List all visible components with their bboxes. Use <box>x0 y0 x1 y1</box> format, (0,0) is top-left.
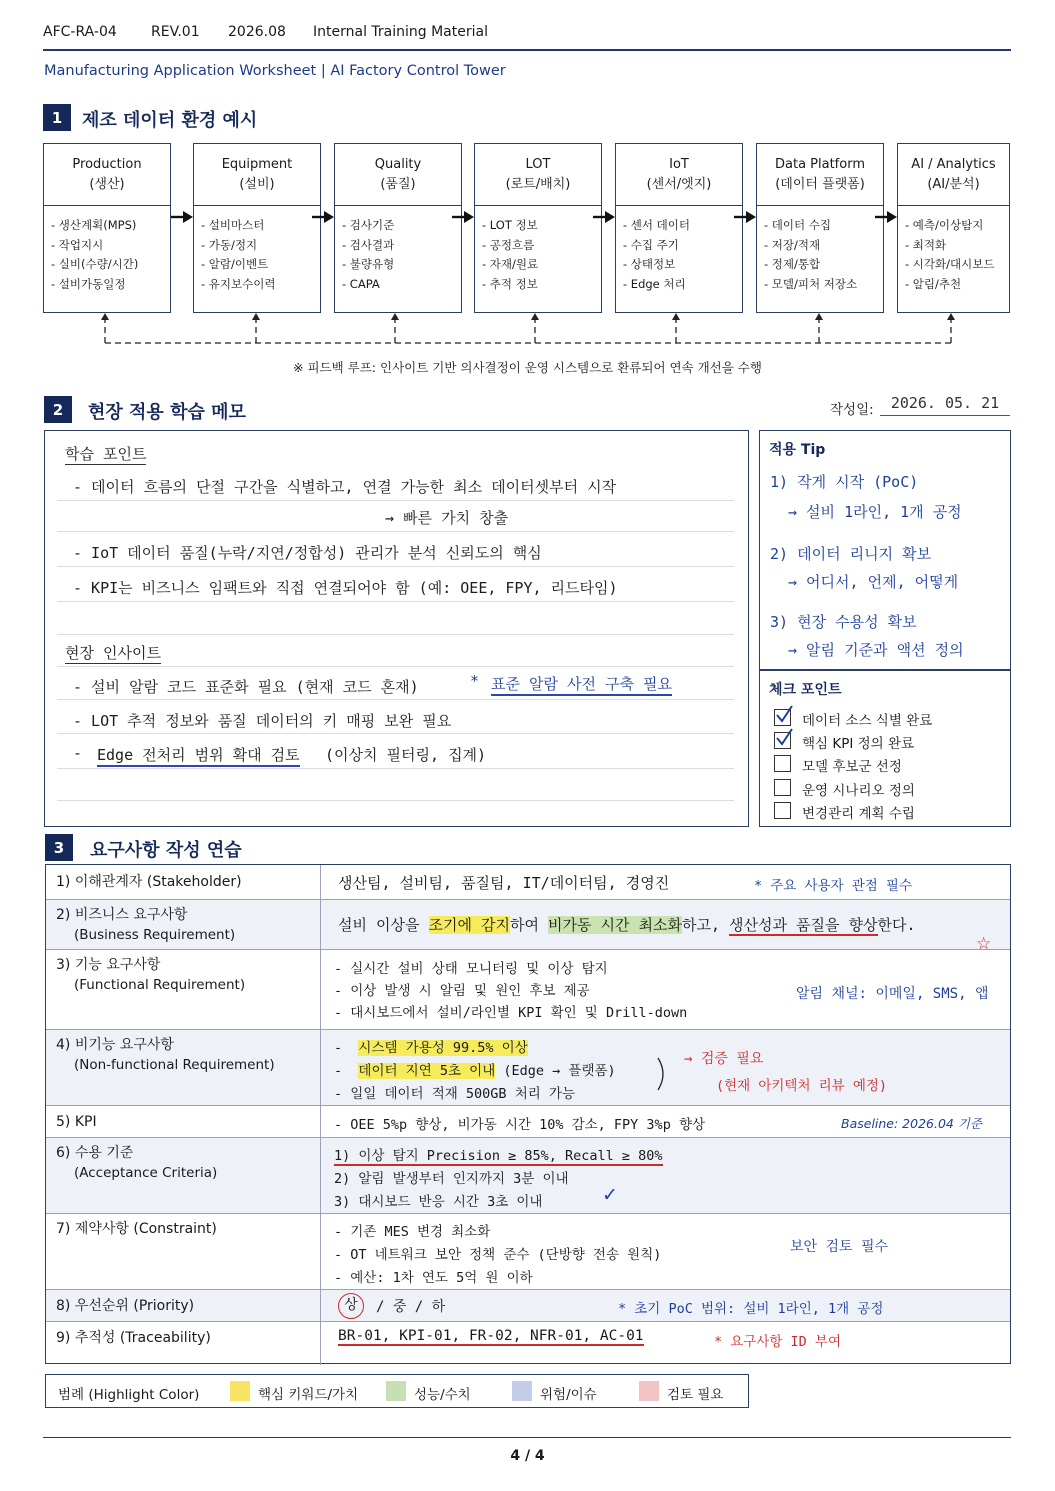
ruled-line <box>57 733 734 734</box>
header-divider <box>43 49 1011 51</box>
tip-line: → 알림 기준과 액션 정의 <box>788 641 964 659</box>
section-title: 제조 데이터 환경 예시 <box>82 110 258 131</box>
star-icon: ☆ <box>976 934 992 954</box>
table-row <box>46 1029 1010 1105</box>
tip-line: 2) 데이터 리니지 확보 <box>770 545 932 563</box>
insight-heading: 현장 인사이트 <box>65 644 161 662</box>
acceptance-line: 3) 대시보드 반응 시간 3초 이내 <box>334 1194 543 1210</box>
row-line: - 실시간 설비 상태 모니터링 및 이상 탐지 <box>334 961 608 977</box>
table-row <box>46 1321 1010 1365</box>
flow-box-title: IoT <box>669 156 689 172</box>
doc-id: AFC-RA-04 <box>43 24 117 40</box>
checkbox-label: 변경관리 계획 수립 <box>802 806 915 822</box>
row-label: 8) 우선순위 (Priority) <box>46 1290 321 1321</box>
date-label: 작성일: <box>830 402 874 418</box>
learning-heading: 학습 포인트 <box>65 445 147 463</box>
text-run: (Edge → 플랫폼) <box>495 1063 616 1079</box>
legend-label: 핵심 키워드/가치 <box>258 1387 359 1403</box>
tip-line: 3) 현장 수용성 확보 <box>770 613 917 631</box>
legend-swatch <box>230 1381 250 1401</box>
tip-line: → 어디서, 언제, 어떻게 <box>788 573 959 591</box>
table-row <box>46 865 1010 899</box>
priority-selected[interactable]: 상 <box>338 1293 364 1319</box>
row-sublabel: (Functional Requirement) <box>74 977 246 993</box>
priority-options: / 중 / 하 <box>376 1299 446 1315</box>
flow-item: - 센서 데이터 <box>623 218 691 232</box>
flow-item: - 실비(수량/시간) <box>51 257 139 271</box>
row-value: BR-01, KPI-01, FR-02, NFR-01, AC-01 <box>338 1328 644 1344</box>
table-row <box>46 1213 1010 1289</box>
check-heading: 체크 포인트 <box>769 682 842 698</box>
row-value: 생산팀, 설비팀, 품질팀, IT/데이터팀, 경영진 <box>338 874 670 892</box>
footer-divider <box>43 1437 1011 1438</box>
doc-label: Internal Training Material <box>313 24 488 40</box>
arrow-right-icon <box>452 210 474 224</box>
section-title: 현장 적용 학습 메모 <box>88 402 246 423</box>
arrow-right-icon <box>171 210 193 224</box>
flow-box-ai-analytics <box>897 143 1010 313</box>
flow-item: - 예측/이상탐지 <box>905 218 984 232</box>
row-label: 7) 제약사항 (Constraint) <box>46 1214 321 1289</box>
table-row <box>46 1137 1010 1213</box>
flow-item: - 유지보수이력 <box>201 276 276 291</box>
checkbox-label: 핵심 KPI 정의 완료 <box>802 736 915 752</box>
tips-divider <box>760 669 1010 671</box>
row-note: Baseline: 2026.04 기준 <box>841 1116 982 1131</box>
row-line: - 대시보드에서 설비/라인별 KPI 확인 및 Drill-down <box>334 1005 688 1021</box>
document-header <box>43 22 1011 44</box>
row-label-cell <box>46 1030 321 1105</box>
flow-box-title: Equipment <box>221 156 293 172</box>
flow-box-quality <box>334 143 462 313</box>
checkbox[interactable] <box>774 732 791 749</box>
document-subtitle: Manufacturing Application Worksheet | AI Factory Control Tower <box>44 63 506 79</box>
ruled-line <box>57 666 734 667</box>
checkbox[interactable] <box>774 755 791 772</box>
flow-box-subtitle: (데이터 플랫폼) <box>775 176 865 192</box>
flow-item: - 설비가동일정 <box>51 276 126 291</box>
feedback-loop-diagram <box>0 310 1055 350</box>
checkbox[interactable] <box>774 779 791 796</box>
text-run: 한다. <box>877 916 916 934</box>
flow-item: - CAPA <box>342 276 380 291</box>
row-sublabel: (Non-functional Requirement) <box>74 1057 275 1073</box>
flow-item: - 공정흐름 <box>482 237 535 252</box>
flow-item: - 데이터 수집 <box>764 218 832 232</box>
row-label-cell <box>46 950 321 1029</box>
checkbox[interactable] <box>774 709 791 726</box>
flow-item: - 수집 주기 <box>623 237 679 252</box>
row-note: * 주요 사용자 관점 필수 <box>754 878 913 894</box>
bullet-dash: - <box>334 1063 343 1079</box>
tip-line: 1) 작게 시작 (PoC) <box>770 473 919 491</box>
highlight-keyword: 데이터 지연 5초 이내 <box>358 1063 496 1079</box>
legend-swatch <box>386 1381 406 1401</box>
flow-item: - 설비마스터 <box>201 218 265 232</box>
highlight-keyword: 시스템 가용성 99.5% 이상 <box>358 1040 528 1056</box>
table-row <box>46 1105 1010 1137</box>
flow-item: - 가동/정지 <box>201 237 258 252</box>
flow-box-subtitle: (설비) <box>239 176 275 192</box>
row-sublabel: (Acceptance Criteria) <box>74 1165 218 1181</box>
row-line: - 예산: 1차 연도 5억 원 이하 <box>334 1270 533 1286</box>
arrow-right-icon <box>875 210 897 224</box>
checkbox-label: 데이터 소스 식별 완료 <box>802 713 933 729</box>
memo-line: → 빠른 가치 창출 <box>385 509 509 527</box>
row-label: 1) 이해관계자 (Stakeholder) <box>46 865 321 899</box>
highlight-legend <box>45 1374 749 1408</box>
row-note: 알림 채널: 이메일, SMS, 앱 <box>796 986 989 1002</box>
memo-line: - LOT 추적 정보와 품질 데이터의 키 매핑 보완 필요 <box>73 712 452 730</box>
flow-box-lot <box>474 143 602 313</box>
flow-item: - 정제/통합 <box>764 257 821 271</box>
page-number: 4 / 4 <box>510 1448 545 1464</box>
checkbox[interactable] <box>774 802 791 819</box>
tip-heading: 적용 Tip <box>769 442 826 458</box>
ruled-line <box>57 500 734 501</box>
row-note: * 요구사항 ID 부여 <box>714 1334 842 1350</box>
legend-swatch <box>639 1381 659 1401</box>
flow-box-subtitle: (생산) <box>89 176 125 192</box>
tip-line: → 설비 1라인, 1개 공정 <box>788 503 962 521</box>
check-mark-icon <box>774 705 794 725</box>
flow-box-title: AI / Analytics <box>911 156 996 172</box>
flow-item: - 상태정보 <box>623 257 676 271</box>
flow-item: - 저장/적재 <box>764 237 821 252</box>
table-row <box>46 949 1010 1029</box>
revision: REV.01 <box>151 24 200 40</box>
brace-icon <box>656 1056 672 1092</box>
flow-item: - 불량유형 <box>342 257 395 271</box>
row-line <box>334 1036 528 1056</box>
flow-item: - 추적 정보 <box>482 276 538 291</box>
checkbox-label: 모델 후보군 선정 <box>802 759 902 775</box>
ruled-line <box>57 601 734 602</box>
section-number: 1 <box>43 104 71 131</box>
text-run: 하고, <box>682 916 730 934</box>
ruled-line <box>57 531 734 532</box>
row-label-cell <box>46 1138 321 1213</box>
date-field[interactable]: 2026. 05. 21 <box>880 394 1010 416</box>
text-run: 설비 이상을 <box>338 916 429 934</box>
flow-item: - 검사결과 <box>342 237 395 252</box>
ruled-line <box>57 634 734 635</box>
memo-line-dash: - <box>73 744 83 762</box>
row-line: - 이상 발생 시 알림 및 원인 후보 제공 <box>334 983 590 999</box>
learning-memo-box <box>44 430 749 827</box>
ruled-line <box>57 699 734 700</box>
legend-label: 검토 필요 <box>667 1387 724 1403</box>
row-label: 9) 추적성 (Traceability) <box>46 1322 321 1365</box>
section-number: 2 <box>44 396 72 423</box>
flow-box-subtitle: (센서/엣지) <box>646 176 712 192</box>
text-run: 하여 <box>510 916 549 934</box>
arrow-right-icon <box>593 210 615 224</box>
flow-item: - 작업지시 <box>51 237 104 252</box>
memo-line: - 데이터 흐름의 단절 구간을 식별하고, 연결 가능한 최소 데이터셋부터 시작 <box>73 478 617 496</box>
row-line: - 기존 MES 변경 최소화 <box>334 1224 491 1240</box>
flow-item: - 검사기준 <box>342 218 395 232</box>
flow-box-title: Production <box>72 156 142 172</box>
insight-note-star: * <box>470 672 480 690</box>
row-label: 5) KPI <box>46 1106 321 1137</box>
row-note: 보안 검토 필수 <box>790 1239 889 1255</box>
flow-item: - LOT 정보 <box>482 218 538 232</box>
flow-box-title: Quality <box>374 156 422 172</box>
flow-item: - 생산계획(MPS) <box>51 218 137 232</box>
ruled-line <box>57 768 734 769</box>
section-number: 3 <box>45 834 73 861</box>
underline-red: 생산성과 품질을 향상 <box>729 916 878 934</box>
legend-title: 범례 (Highlight Color) <box>58 1387 200 1403</box>
acceptance-line: 1) 이상 탐지 Precision ≥ 85%, Recall ≥ 80% <box>334 1144 663 1166</box>
row-label: 4) 비기능 요구사항 <box>56 1037 174 1053</box>
flow-box-subtitle: (품질) <box>380 176 416 192</box>
highlight-metric: 비가동 시간 최소화 <box>548 916 682 934</box>
bullet-dash: - <box>334 1040 343 1056</box>
row-line <box>334 1059 616 1079</box>
flow-item: - 시각화/대시보드 <box>905 257 995 271</box>
legend-label: 위험/이슈 <box>540 1387 597 1403</box>
flow-box-title: LOT <box>525 156 551 172</box>
ruled-line <box>57 566 734 567</box>
flow-item: - 알람/이벤트 <box>201 257 269 271</box>
memo-line: - IoT 데이터 품질(누락/지연/정합성) 관리가 분석 신뢰도의 핵심 <box>73 544 542 562</box>
flow-item: - 최적화 <box>905 237 947 252</box>
acceptance-line: 2) 알림 발생부터 인지까지 3분 이내 <box>334 1171 569 1187</box>
highlight-keyword: 조기에 감지 <box>428 916 510 934</box>
memo-line-tail: (이상치 필터링, 집계) <box>325 746 487 764</box>
table-row <box>46 899 1010 954</box>
row-label-cell <box>46 900 321 949</box>
arrow-right-icon <box>312 210 334 224</box>
checkbox-label: 운영 시나리오 정의 <box>802 783 915 799</box>
feedback-loop-note: ※ 피드백 루프: 인사이트 기반 의사결정이 운영 시스템으로 환류되어 연속 개선을 수행 <box>293 360 762 375</box>
flow-item: - 모델/피처 저장소 <box>764 276 858 291</box>
requirements-table <box>45 864 1011 1364</box>
check-mark-icon <box>774 728 794 748</box>
review-note: (현재 아키텍처 리뷰 예정) <box>716 1078 888 1094</box>
review-note: → 검증 필요 <box>684 1051 764 1067</box>
legend-label: 성능/수치 <box>414 1387 471 1403</box>
legend-swatch <box>512 1381 532 1401</box>
flow-item: - 알림/추천 <box>905 276 962 291</box>
row-line: - OT 네트워크 보안 정책 준수 (단방향 전송 원칙) <box>334 1247 662 1263</box>
flow-item: - Edge 처리 <box>623 276 686 291</box>
row-label: 3) 기능 요구사항 <box>56 957 161 973</box>
flow-box-subtitle: (로트/배치) <box>505 176 571 192</box>
doc-date: 2026.08 <box>228 24 286 40</box>
flow-box-iot <box>615 143 743 313</box>
memo-line-highlight: Edge 전처리 범위 확대 검토 <box>97 744 300 767</box>
insight-note: 표준 알람 사전 구축 필요 <box>491 673 672 696</box>
memo-line: - 설비 알람 코드 표준화 필요 (현재 코드 혼재) <box>73 678 419 696</box>
flow-box-production <box>43 143 171 313</box>
flow-box-data-platform <box>756 143 884 313</box>
tips-panel <box>759 430 1011 827</box>
flow-box-subtitle: (AI/분석) <box>927 176 980 192</box>
row-label: 2) 비즈니스 요구사항 <box>56 907 188 923</box>
ruled-line <box>57 800 734 801</box>
row-note: * 초기 PoC 범위: 설비 1라인, 1개 공정 <box>618 1301 884 1317</box>
table-row <box>46 1289 1010 1321</box>
business-requirement <box>338 914 916 935</box>
flow-box-equipment <box>193 143 321 313</box>
arrow-right-icon <box>734 210 756 224</box>
row-sublabel: (Business Requirement) <box>74 927 236 943</box>
flow-item: - 자재/원료 <box>482 257 539 271</box>
row-label: 6) 수용 기준 <box>56 1145 134 1161</box>
section-title: 요구사항 작성 연습 <box>90 840 242 861</box>
check-mark-icon: ✓ <box>602 1184 618 1206</box>
row-line: - 일일 데이터 적재 500GB 처리 가능 <box>334 1086 575 1102</box>
flow-box-title: Data Platform <box>775 156 865 172</box>
row-value: - OEE 5%p 향상, 비가동 시간 10% 감소, FPY 3%p 향상 <box>334 1117 706 1133</box>
memo-line: - KPI는 비즈니스 임팩트와 직접 연결되어야 함 (예: OEE, FPY, 리드타임) <box>73 579 618 597</box>
